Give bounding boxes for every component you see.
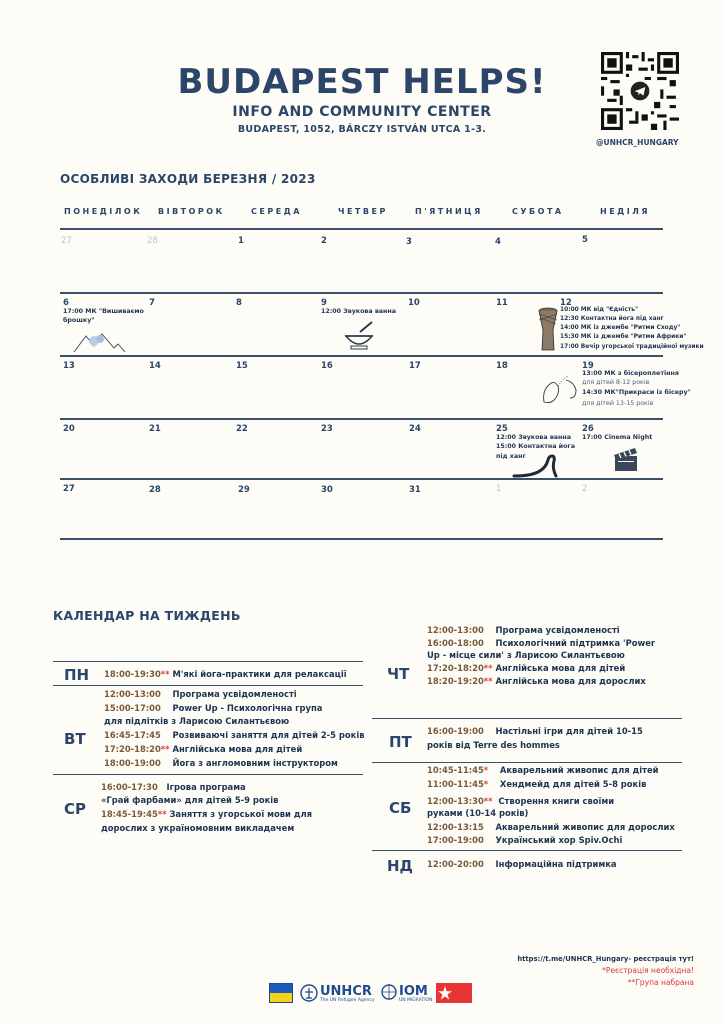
schedule-continuation: для підлітків з Ларисою Силантьєвою [104, 716, 290, 726]
dayname-fri: П'ЯТНИЦЯ [415, 207, 483, 216]
schedule-row: 10:45-11:45* Акварельний живопис для дітей [427, 765, 659, 775]
social-handle: @UNHCR_HUNGARY [596, 138, 679, 147]
week-day-label: ЧТ [387, 665, 410, 683]
event-text: 17:00 Cinema Night [582, 434, 653, 441]
event-text: 15:00 Контактна йога [496, 443, 575, 450]
day-number: 13 [63, 361, 75, 371]
week-day-label: ВТ [64, 730, 86, 748]
group-full-note: **Група набрана [627, 978, 694, 987]
calendar-divider [60, 292, 663, 294]
day-number: 6 [63, 298, 69, 308]
unhcr-logo: UNHCR The UN Refugee Agency [300, 983, 378, 1003]
registration-required-note: *Реєстрація необхідна! [602, 966, 694, 975]
day-number: 5 [582, 235, 588, 245]
dayname-thu: ЧЕТВЕР [338, 207, 388, 216]
clapperboard-icon [611, 444, 641, 474]
schedule-row: 16:45-17:45 Розвиваючі заняття для дітей 2-5 років [104, 730, 365, 740]
iom-emblem-icon [381, 984, 397, 1000]
day-number: 11 [496, 298, 508, 308]
schedule-row: 17:20-18:20** Англійська мова для дітей [104, 744, 303, 754]
day-number: 29 [238, 485, 250, 495]
event-text: 12:00 Звукова ванна [321, 308, 397, 315]
schedule-row: 16:00-19:00 Настільні ігри для дітей 10-15 [427, 726, 643, 736]
event-text: 12:30 Контактна йога під ханг [560, 316, 664, 322]
schedule-row: 17:20-18:20** Англійська мова для дітей [427, 663, 626, 673]
dayname-sat: СУБОТА [512, 207, 564, 216]
schedule-row: 12:00-13:00 Програма усвідомленості [427, 625, 620, 635]
week-divider [53, 774, 363, 775]
week-day-label: СР [64, 800, 87, 818]
dayname-wed: СЕРЕДА [251, 207, 302, 216]
registration-link[interactable]: https://t.me/UNHCR_Hungary- реєстрація тут! [517, 955, 694, 963]
day-number: 1 [496, 484, 502, 494]
schedule-row: 18:20-19:20** Англійська мова для дорослих [427, 676, 646, 686]
calendar-divider [60, 478, 663, 480]
day-number: 2 [321, 236, 327, 246]
week-divider [53, 661, 363, 662]
schedule-row: 12:00-13:15 Акварельний живопис для дорослих [427, 822, 675, 832]
day-number: 28 [147, 236, 158, 246]
event-text: 15:30 МК із джембе "Ритми Африки" [560, 334, 687, 340]
schedule-continuation: Up - місце сили' з Ларисою Силантьєвою [427, 650, 625, 660]
qr-code[interactable] [601, 52, 679, 130]
event-text: 17:00 МК "Вишиваємо [63, 308, 144, 315]
schedule-continuation: «Грай фарбами» для дітей 5-9 років [101, 795, 279, 805]
address: BUDAPEST, 1052, BÁRCZY ISTVÁN UTCA 1-3. [237, 124, 487, 135]
event-text: під ханг [496, 453, 526, 460]
schedule-row: 16:00-18:00 Психологічний підтримка 'Power [427, 638, 656, 648]
day-number: 14 [149, 361, 161, 371]
day-number: 25 [496, 424, 508, 434]
calendar-divider [60, 538, 663, 540]
page-title: BUDAPEST HELPS! [177, 62, 547, 102]
yoga-pose-icon [512, 452, 562, 478]
event-text: 12:00 Звукова ванна [496, 434, 572, 441]
day-number: 10 [408, 298, 420, 308]
day-number: 17 [409, 361, 421, 371]
djembe-drum-icon [537, 306, 559, 352]
day-number: 15 [236, 361, 248, 371]
day-number: 4 [495, 237, 501, 247]
week-title: КАЛЕНДАР НА ТИЖДЕНЬ [53, 608, 241, 623]
day-number: 2 [582, 484, 588, 494]
day-number: 3 [406, 237, 412, 247]
day-number: 12 [560, 298, 572, 308]
schedule-row: 15:00-17:00 Power Up - Психологічна група [104, 703, 323, 713]
beading-hands-icon [540, 372, 580, 406]
day-number: 9 [321, 298, 327, 308]
day-number: 26 [582, 424, 594, 434]
mountains-icon [72, 328, 127, 354]
partner-logo [269, 983, 293, 1003]
event-text: 14:30 МК"Прикраси із бісеру" [582, 389, 691, 396]
day-number: 27 [63, 484, 75, 494]
star-icon [438, 986, 452, 1000]
schedule-row: 17:00-19:00 Український хор Spiv.Ochi [427, 835, 623, 845]
schedule-row: 11:00-11:45* Хендмейд для дітей 5-8 років [427, 779, 647, 789]
day-number: 1 [238, 236, 244, 246]
event-text: для дітей 13-15 років [582, 400, 654, 407]
day-number: 31 [409, 485, 421, 495]
schedule-row: 12:00-13:00 Програма усвідомленості [104, 689, 297, 699]
event-text: 10:00 МК від "Єдність" [560, 307, 639, 313]
singing-bowl-icon [342, 318, 376, 352]
day-number: 20 [63, 424, 75, 434]
day-number: 27 [61, 236, 72, 246]
dayname-sun: НЕДІЛЯ [600, 207, 651, 216]
event-text: брошку" [63, 317, 95, 324]
event-text: 13:00 МК з бісероплетіння [582, 370, 679, 377]
week-day-label: СБ [389, 799, 412, 817]
week-divider [53, 685, 363, 686]
schedule-row: 18:45-19:45** Заняття з угорської мови для [101, 809, 313, 819]
week-day-label: ПТ [389, 733, 412, 751]
schedule-continuation: дорослих з україномовним викладачем [101, 823, 295, 833]
week-day-label: ПН [64, 666, 90, 684]
event-text: 17:00 Вечір угорської традиційної музики [560, 344, 704, 350]
day-number: 23 [321, 424, 333, 434]
day-number: 22 [236, 424, 248, 434]
calendar-divider [60, 355, 663, 357]
calendar-divider [60, 418, 663, 420]
unhcr-emblem-icon [300, 984, 318, 1002]
week-day-label: НД [387, 857, 413, 875]
day-number: 19 [582, 361, 594, 371]
week-divider [372, 850, 682, 851]
day-number: 24 [409, 424, 421, 434]
event-text: 14:00 МК із джембе "Ритми Сходу" [560, 325, 681, 331]
day-number: 30 [321, 485, 333, 495]
schedule-row: 12:00-20:00 Інформаційна підтримка [427, 859, 617, 869]
schedule-row: 16:00-17:30 Ігрова програма [101, 782, 246, 792]
day-number: 16 [321, 361, 333, 371]
day-number: 28 [149, 485, 161, 495]
page-subtitle: INFO AND COMMUNITY CENTER [232, 104, 492, 120]
schedule-row: 18:00-19:00 Йога з англомовним інструктором [104, 758, 338, 768]
iom-logo: IOM UN MIGRATION [381, 983, 431, 1003]
schedule-continuation: років від Terre des hommes [427, 740, 560, 750]
month-title: ОСОБЛИВІ ЗАХОДИ БЕРЕЗНЯ / 2023 [60, 172, 316, 186]
day-number: 18 [496, 361, 508, 371]
day-number: 8 [236, 298, 242, 308]
week-divider [372, 762, 682, 763]
calendar-divider [60, 228, 663, 230]
day-number: 7 [149, 298, 155, 308]
red-partner-logo [436, 983, 472, 1003]
schedule-continuation: руками (10-14 років) [427, 808, 529, 818]
dayname-mon: ПОНЕДІЛОК [64, 207, 143, 216]
schedule-row: 18:00-19:30** М'які йога-практики для релаксації [104, 669, 347, 679]
schedule-row: 12:00-13:30** Створення книги своїми [427, 796, 615, 806]
event-text: для дітей 8-12 років [582, 379, 650, 386]
week-divider [372, 718, 682, 719]
dayname-tue: ВІВТОРОК [158, 207, 225, 216]
day-number: 21 [149, 424, 161, 434]
